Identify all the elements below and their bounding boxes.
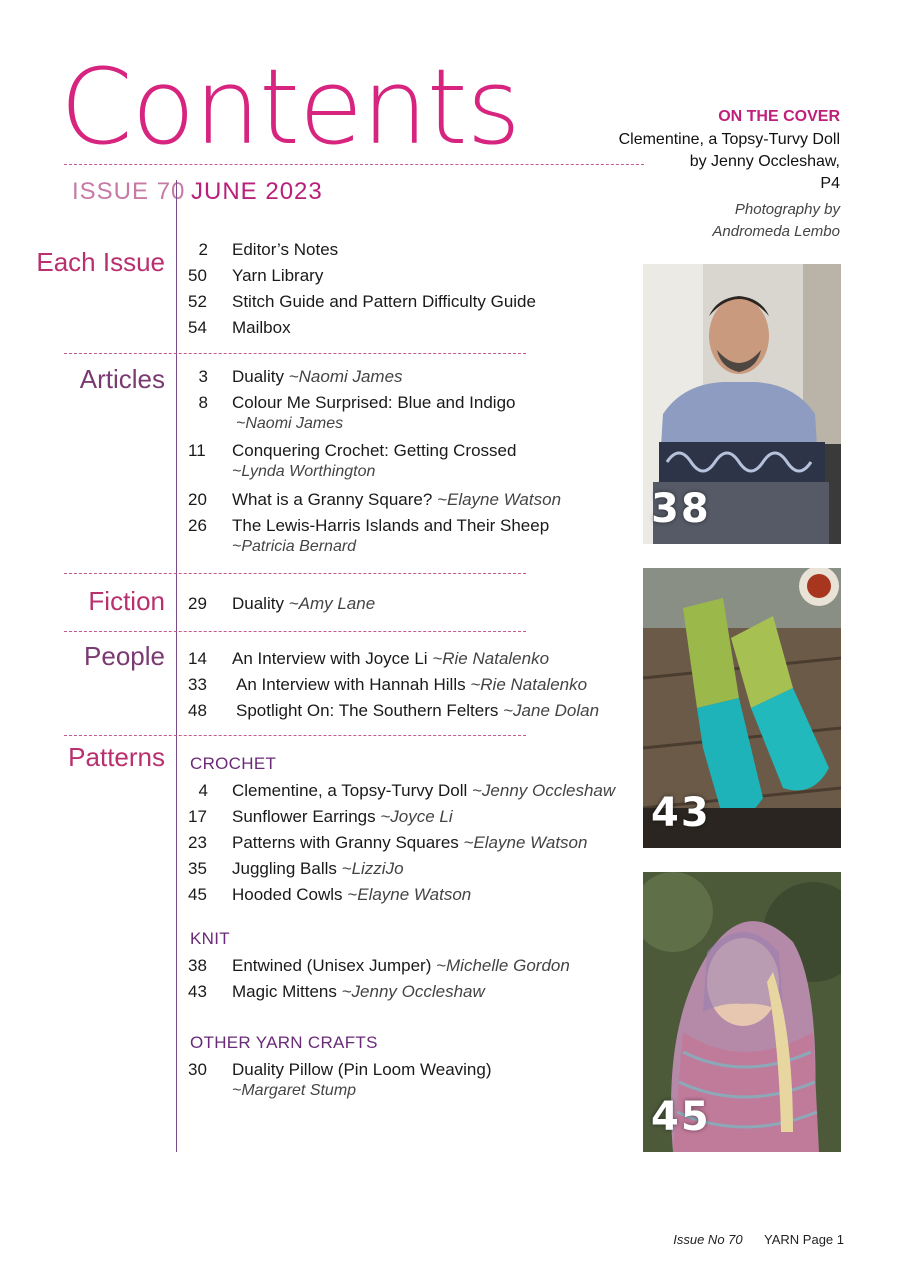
photo-page-number: 45 (651, 1094, 711, 1140)
column-divider (176, 180, 177, 1152)
entry-title: Duality Pillow (Pin Loom Weaving) (232, 1060, 492, 1079)
page-title: Contents (60, 46, 520, 168)
entry-author: ~Naomi James (288, 367, 403, 386)
issue-date: JUNE 2023 (191, 178, 323, 205)
entry-author: ~Naomi James (236, 415, 344, 432)
entry-title: Clementine, a Topsy-Turvy Doll (232, 781, 468, 800)
entry-author: ~Amy Lane (288, 594, 376, 613)
page-number: 2 (198, 240, 208, 259)
toc-entry[interactable] (188, 674, 587, 696)
section-heading-each-issue: Each Issue (36, 247, 165, 277)
toc-entry[interactable] (188, 317, 291, 339)
section-heading-fiction: Fiction (88, 586, 165, 616)
page-number: 30 (188, 1060, 207, 1079)
entry-title: Entwined (Unisex Jumper) (232, 956, 432, 975)
entry-title: Duality (232, 367, 284, 386)
footer-magazine: YARN (764, 1232, 800, 1247)
page-number: 52 (188, 292, 207, 311)
page-number: 4 (198, 781, 208, 800)
entry-author: ~Jenny Occleshaw (341, 982, 485, 1001)
page-number: 23 (188, 833, 207, 852)
entry-author: ~Rie Natalenko (470, 675, 588, 694)
toc-entry[interactable] (188, 832, 587, 854)
entry-author: ~Elayne Watson (347, 885, 472, 904)
page-number: 50 (188, 266, 207, 285)
entry-title: Spotlight On: The Southern Felters (236, 701, 499, 720)
page-number: 54 (188, 318, 207, 337)
page-footer (673, 1232, 844, 1247)
page-number: 3 (198, 367, 208, 386)
toc-entry[interactable] (188, 858, 404, 880)
section-heading-patterns: Patterns (68, 742, 165, 772)
toc-entry[interactable] (188, 440, 516, 462)
page-number: 14 (188, 649, 207, 668)
category-knit: KNIT (190, 929, 230, 948)
page-number: 11 (188, 441, 206, 460)
toc-entry[interactable] (188, 392, 516, 414)
section-heading-articles: Articles (79, 364, 165, 394)
page-number: 26 (188, 516, 207, 535)
entry-title: An Interview with Joyce Li (232, 649, 428, 668)
photo-page-number: 38 (651, 486, 711, 532)
title-divider (64, 164, 644, 165)
entry-title: Editor’s Notes (232, 240, 339, 259)
entry-author: ~Rie Natalenko (432, 649, 550, 668)
toc-entry[interactable] (188, 700, 599, 722)
entry-title: Conquering Crochet: Getting Crossed (232, 441, 517, 460)
entry-author: ~Lynda Worthington (232, 463, 376, 480)
page-number: 38 (188, 956, 207, 975)
section-heading-people: People (84, 641, 165, 671)
entry-author: ~Margaret Stump (232, 1082, 357, 1099)
page-number: 20 (188, 490, 207, 509)
toc-entry[interactable] (188, 806, 453, 828)
page-number: 33 (188, 675, 207, 694)
toc-entry[interactable] (188, 239, 338, 261)
page-number: 43 (188, 982, 207, 1001)
entry-title: Stitch Guide and Pattern Difficulty Guide (232, 292, 536, 311)
toc-entry[interactable] (188, 366, 403, 388)
entry-author: ~LizziJo (341, 859, 404, 878)
photo-jumper[interactable] (643, 264, 841, 544)
toc-entry[interactable] (188, 955, 570, 977)
cover-heading: ON THE COVER (718, 108, 840, 125)
entry-title: Hooded Cowls (232, 885, 343, 904)
photo-mittens[interactable] (643, 568, 841, 848)
entry-title: Yarn Library (232, 266, 324, 285)
section-divider (64, 353, 526, 354)
category-other-yarn-crafts: OTHER YARN CRAFTS (190, 1033, 378, 1052)
photo-cowl[interactable] (643, 872, 841, 1152)
cover-page: P4 (820, 175, 840, 192)
page-number: 35 (188, 859, 207, 878)
section-divider (64, 631, 526, 632)
toc-entry[interactable] (188, 515, 549, 537)
photo-credit: Photography by (734, 201, 840, 218)
page-number: 8 (198, 393, 208, 412)
footer-issue: Issue No 70 (673, 1232, 743, 1247)
entry-author: ~Elayne Watson (437, 490, 562, 509)
entry-author: ~Patricia Bernard (232, 538, 357, 555)
toc-entry[interactable] (188, 981, 485, 1003)
entry-title: What is a Granny Square? (232, 490, 433, 509)
toc-entry[interactable] (188, 291, 536, 313)
category-crochet: CROCHET (190, 754, 277, 773)
entry-title: Colour Me Surprised: Blue and Indigo (232, 393, 516, 412)
cover-author: by Jenny Occleshaw, (689, 153, 840, 170)
entry-title: An Interview with Hannah Hills (236, 675, 466, 694)
entry-author: ~Jenny Occleshaw (472, 781, 616, 800)
entry-title: The Lewis-Harris Islands and Their Sheep (232, 516, 550, 535)
footer-page: Page 1 (802, 1232, 844, 1247)
entry-author: ~Jane Dolan (503, 701, 600, 720)
toc-entry[interactable] (188, 884, 471, 906)
toc-entry[interactable] (188, 265, 323, 287)
toc-entry[interactable] (188, 648, 549, 670)
page-number: 29 (188, 594, 207, 613)
entry-author: ~Michelle Gordon (436, 956, 570, 975)
issue-number: ISSUE 70 (72, 178, 186, 205)
toc-entry[interactable] (188, 489, 561, 511)
entry-author: ~Joyce Li (380, 807, 453, 826)
entry-title: Magic Mittens (232, 982, 337, 1001)
section-divider (64, 573, 526, 574)
page-number: 48 (188, 701, 207, 720)
cover-title: Clementine, a Topsy-Turvy Doll (618, 131, 840, 148)
entry-title: Duality (232, 594, 284, 613)
toc-entry[interactable] (188, 1059, 492, 1081)
toc-entry[interactable] (188, 780, 615, 802)
toc-entry[interactable] (188, 593, 375, 615)
page-number: 17 (188, 807, 207, 826)
section-divider (64, 735, 526, 736)
photo-page-number: 43 (651, 790, 711, 836)
entry-title: Juggling Balls (232, 859, 337, 878)
entry-title: Patterns with Granny Squares (232, 833, 459, 852)
entry-title: Sunflower Earrings (232, 807, 376, 826)
entry-author: ~Elayne Watson (463, 833, 588, 852)
entry-title: Mailbox (232, 318, 291, 337)
photo-credit-name: Andromeda Lembo (712, 223, 840, 240)
page-number: 45 (188, 885, 207, 904)
